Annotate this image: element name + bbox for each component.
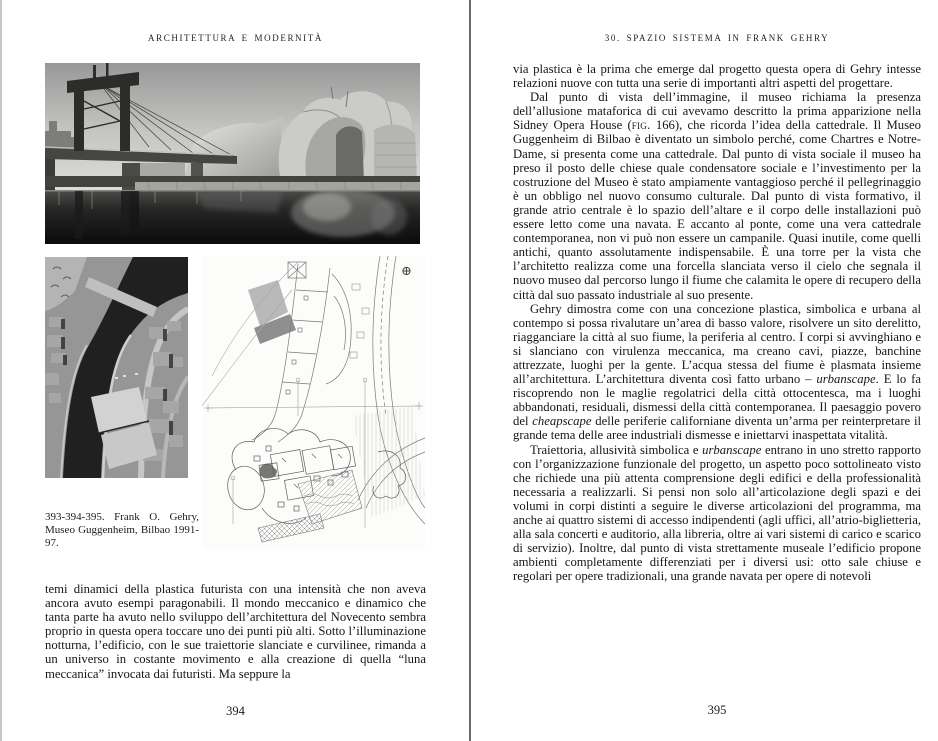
photo-guggenheim-bridge bbox=[45, 63, 420, 244]
compass-north-icon: ⊕ bbox=[401, 263, 412, 278]
figure-site-plan bbox=[202, 256, 425, 549]
running-head-right: 30. SPAZIO SISTEMA IN FRANK GEHRY bbox=[604, 33, 830, 43]
figure-guggenheim-photo bbox=[45, 63, 420, 244]
drawing-site-plan bbox=[202, 256, 425, 549]
photo-aerial-bilbao bbox=[45, 257, 188, 478]
page-left bbox=[2, 0, 469, 741]
figure-aerial-photo bbox=[45, 257, 188, 478]
page-number-right: 395 bbox=[707, 703, 727, 717]
running-head-left: ARCHITETTURA E MODERNITÀ bbox=[148, 33, 323, 43]
paragraph-right-4: Traiettoria, allusività simbolica e urbanscape entrano in uno stretto rapporto con l’organizzazione funzionale del progetto, un aspetto poco sottolineato visto che richiede una più attenta comprensione degli edifici e della professionalità necessaria a realizzarli. Si pensi non solo all’articolazione degli spazi e dei volumi in corpi distinti a seguire le diverse articolazioni del programma, ma anche ai quattro sistemi di accesso indipendenti (agli uffici, all’atrio-biglietteria, alla sala concerti e auditorio, alla libreria, oltre ai vari sistemi di carico e scarico di servizio). Inoltre, dal punto di vista strettamente museale l’edificio propone ambienti completamente differenziati per i diversi usi: otto sale chiuse e regolari per opere tradizionali, una grande navata per opere di notevoli bbox=[513, 442, 922, 584]
left-page-text-column bbox=[45, 582, 426, 681]
figure-caption: 393-394-395. Frank O. Gehry, Museo Guggenheim, Bilbao 1991-97. bbox=[45, 511, 199, 550]
page-right bbox=[471, 0, 938, 741]
paragraph-right-2: Dal punto di vista dell’immagine, il museo richiama la presenza dell’allusione mataforica di cui avevamo descritto la prima apparizione nella Sidney Opera House (fig. 166), che ricorda l’idea della cattedrale. Il Museo Guggenheim di Bilbao è diventato un simbolo perché, come Chartres e Notre-Dame, si presenta come una cattedrale. Dal punto di vista sociale il museo ha preso il posto delle chiese quale condensatore sociale e l’investimento per la costruzione del Museo è stato ampiamente vantaggioso perché il pellegrinaggio è un obbligo nel nuovo consumo culturale. Dal punto di vista formativo, il grande atrio centrale è lo spazio dell’altare e il corpo delle installazioni può essere letto come una navata. E accanto al ponte, come una vera cattedrale contemporanea, non vi può non essere un campanile. Quasi inutile, come quelli antichi, quanto assolutamente indispensabile. È una torre per la vista che l’architetto realizza come una forcella slanciata verso il cielo che segnala il nuovo museo dal percorso lungo il fiume che calamita le opere di recupero della città dal suo passato industriale al suo presente. bbox=[513, 90, 921, 302]
paragraph-right-3: Gehry dimostra come con una concezione plastica, simbolica e urbana al contempo si possa rivalutare un’area di basso valore, risolvere un sito derelitto, riagganciare la città al suo fiume, la periferia al centro. I corpi si avvinghiano e si slanciano con virulenza meccanica, ma creano cavi, piazze, banchine attrezzate, luoghi per la gente. L’acqua stessa del fiume è plasmata insieme all’architettura. L’architettura diventa così fatto urbano – urbanscape. E lo fa riscoprendo non le maglie regolatrici della città ottocentesca, ma i luoghi abbandonati, residuali, dismessi della città contemporanea. Il paesaggio povero del cheapscape delle periferie californiane diventa un’arma per reinterpretare il grande tema delle aree industriali dismesse e iniettarvi inaspettata vitalità. bbox=[513, 301, 921, 443]
paragraph-right-1: via plastica è la prima che emerge dal progetto questa opera di Gehry intesse relazioni nuove con tutta una serie di importanti altri aspetti del progettare. bbox=[513, 62, 921, 91]
page-number-left: 394 bbox=[226, 704, 245, 718]
right-page-text-column bbox=[513, 62, 921, 583]
paragraph-left-1: temi dinamici della plastica futurista con una intensità che non aveva ancora avuto esempi paragonabili. Il mondo meccanico e dinamico che tanta parte ha avuto nello sviluppo dell’architettura del Novecento sembra proprio in questa opera toccare uno dei punti più alti. Sotto l’illuminazione notturna, l’edificio, con le sue traiettorie slanciate e curvilinee, rimanda a un universo in costante movimento e alla creazione di quella “luna meccanica” invocata dai futuristi. Ma seppure la bbox=[45, 582, 426, 681]
